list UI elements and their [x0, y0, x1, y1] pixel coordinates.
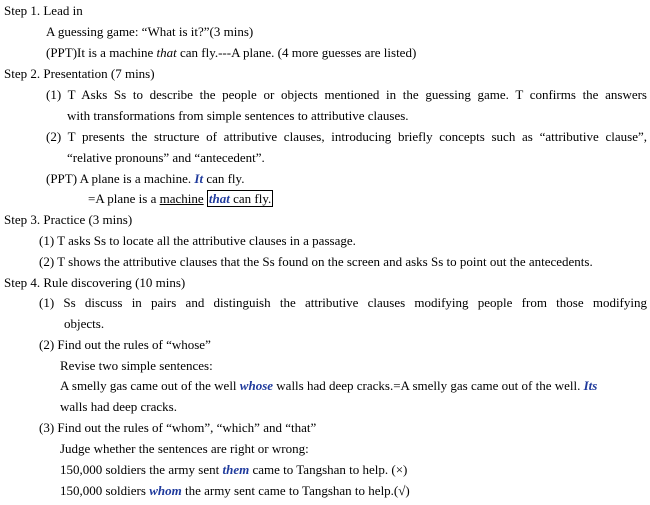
- step2-heading: Step 2. Presentation (7 mins): [4, 66, 155, 81]
- step1-guessing-game: A guessing game: “What is it?”(3 mins): [46, 24, 254, 39]
- step4-item2-line2: Revise two simple sentences:: [60, 358, 213, 373]
- step1-ppt-text-c: can fly.---A plane. (4 more guesses are listed): [176, 45, 417, 60]
- step4-item3-line2: Judge whether the sentences are right or wrong:: [60, 441, 309, 456]
- step3-item1: (1) T asks Ss to locate all the attributive clauses in a passage.: [39, 233, 356, 248]
- step4-whom-text-a: 150,000 soldiers: [60, 483, 150, 498]
- step4-item2-line3: [60, 378, 597, 394]
- step2-eq-text-a: =A plane is a: [88, 191, 160, 206]
- step4-item3-line4: [60, 483, 410, 499]
- step2-item1-line1: [46, 87, 647, 103]
- step1-heading: Step 1. Lead in: [4, 3, 83, 18]
- step3-heading: Step 3. Practice (3 mins): [4, 212, 133, 227]
- step4-whose-text-a: A smelly gas came out of the well: [60, 378, 240, 393]
- step4-item2-line1: (2) Find out the rules of “whose”: [39, 337, 211, 352]
- step1-ppt-that: that: [156, 45, 177, 60]
- step4-item1-line1: [39, 295, 647, 311]
- step4-item1-line1-text: (1) Ss discuss in pairs and distinguish the attributive clauses modifying people from those modifying: [39, 295, 647, 310]
- step2-item2-line1: [46, 129, 647, 145]
- step4-item3-line3: [60, 462, 407, 478]
- step2-eq-clause-box: [207, 190, 273, 207]
- step4-them-text-a: 150,000 soldiers the army sent: [60, 462, 223, 477]
- step2-eq-that: that: [208, 191, 230, 206]
- step2-ppt-it: It: [194, 171, 204, 186]
- step4-item3-line1: (3) Find out the rules of “whom”, “which” and “that”: [39, 420, 317, 435]
- step2-ppt-line: [46, 171, 244, 187]
- step4-its: Its: [583, 378, 598, 393]
- step4-whose: whose: [239, 378, 274, 393]
- step4-whose-text-c: walls had deep cracks.=A smelly gas came out of the well.: [273, 378, 584, 393]
- step2-item1-line1-text: (1) T Asks Ss to describe the people or objects mentioned in the guessing game. T confirms the answers: [46, 87, 647, 102]
- step4-item1-line2: objects.: [64, 316, 105, 331]
- step2-item1-line2: with transformations from simple sentences to attributive clauses.: [67, 108, 409, 123]
- step4-them-text-c: came to Tangshan to help. (×): [249, 462, 408, 477]
- step2-ppt-text-c: can fly.: [203, 171, 245, 186]
- step2-item2-line1-text: (2) T presents the structure of attributive clauses, introducing briefly concepts such as “attributive clause”,: [46, 129, 647, 144]
- step2-eq-machine: machine: [159, 191, 204, 206]
- step2-item2-line2: “relative pronouns” and “antecedent”.: [67, 150, 265, 165]
- step1-ppt-line: [46, 45, 416, 61]
- step3-item2: (2) T shows the attributive clauses that the Ss found on the screen and asks Ss to point out the antecedents.: [39, 254, 593, 269]
- step2-eq-text-e: can fly.: [229, 191, 272, 206]
- step4-whom: whom: [149, 483, 182, 498]
- step4-whom-text-c: the army sent came to Tangshan to help.(√): [181, 483, 410, 498]
- step2-ppt-text-a: (PPT) A plane is a machine.: [46, 171, 195, 186]
- step1-ppt-text-a: (PPT)It is a machine: [46, 45, 157, 60]
- step4-them: them: [222, 462, 250, 477]
- step4-heading: Step 4. Rule discovering (10 mins): [4, 275, 186, 290]
- step2-equivalence-line: [88, 191, 273, 207]
- step4-item2-line4: walls had deep cracks.: [60, 399, 177, 414]
